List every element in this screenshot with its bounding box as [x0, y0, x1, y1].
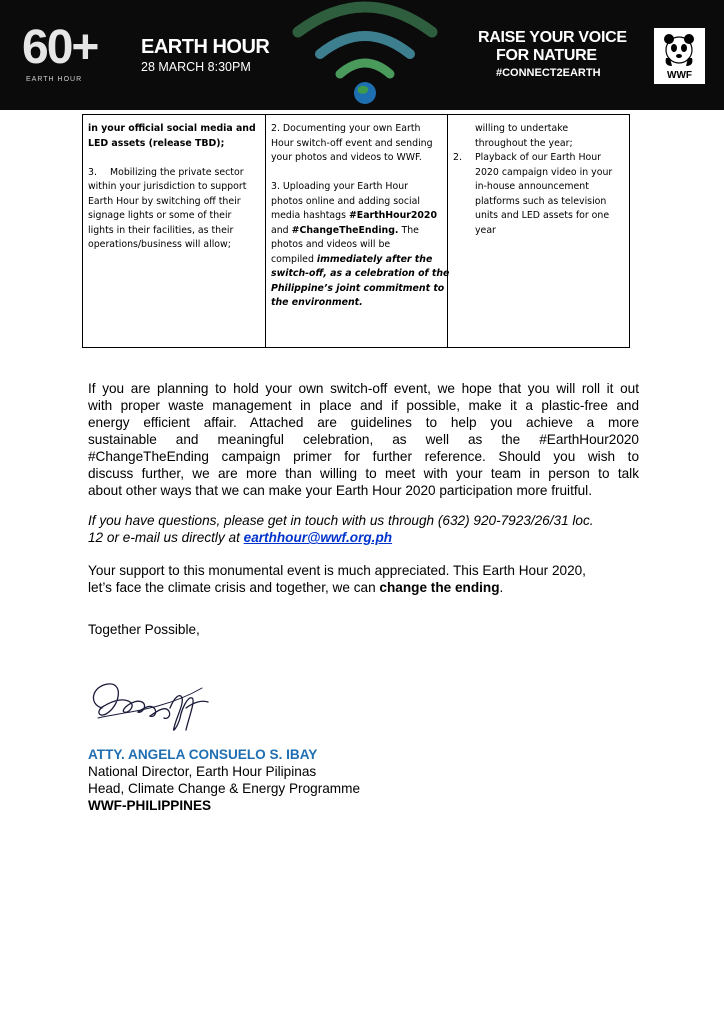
- paragraph-line: about other ways that we can make your Earth Hour 2020 participation more fruitful.: [88, 483, 592, 498]
- paragraph-line: energy efficient affair. Attached are guidelines to help you achieve a more: [88, 415, 639, 430]
- paragraph-line: If you have questions, please get in touch with us through (632) 920-7923/26/31 loc.: [88, 513, 594, 528]
- table-text: platforms such as television: [475, 195, 607, 207]
- header-banner: [0, 0, 724, 110]
- table-text: compiled: [271, 253, 317, 265]
- paragraph-line: Your support to this monumental event is much appreciated. This Earth Hour 2020,: [88, 563, 586, 578]
- table-text: in-house announcement: [475, 181, 589, 192]
- paragraph-line: discuss further, we are more than willing to meet with your team in person to talk: [88, 466, 639, 481]
- table-column-2: [265, 115, 450, 347]
- signatory-organization: WWF-PHILIPPINES: [88, 798, 212, 813]
- paragraph-line: sustainable and meaningful celebration, as well as the #EarthHour2020: [88, 432, 639, 447]
- table-line: [271, 224, 443, 239]
- paragraph-line: [88, 529, 594, 546]
- paragraph-switch-off-event: [88, 380, 639, 499]
- table-text: 2020 campaign video in your: [475, 166, 613, 178]
- table-text: 2. Documenting your own Earth: [271, 123, 421, 134]
- slogan-line-1: RAISE YOUR VOICE: [478, 29, 627, 46]
- table-text: units and LED assets for one: [475, 210, 610, 221]
- emphasis-text: Philippine’s joint commitment to: [271, 282, 445, 294]
- table-text: signage lights or some of their: [88, 210, 232, 221]
- table-text: willing to undertake: [475, 123, 569, 134]
- header-date: 28 MARCH 8:30PM: [141, 60, 251, 74]
- signatory-title-1: National Director, Earth Hour Pilipinas: [88, 764, 317, 779]
- table-text: Hour switch-off event and sending: [271, 137, 433, 149]
- table-line: [271, 209, 443, 224]
- paragraph-support: [88, 562, 586, 596]
- emphasis-change-the-ending: change the ending: [379, 580, 500, 595]
- support-text-end: .: [499, 580, 504, 595]
- table-column-1: [83, 115, 265, 347]
- logo-subtitle: EARTH HOUR: [26, 76, 83, 83]
- table-text: in your official social media and: [88, 123, 256, 134]
- action-items-table: [82, 114, 630, 348]
- table-text: throughout the year;: [475, 137, 573, 149]
- list-number: 3.: [88, 166, 97, 178]
- hashtag-changetheending: #ChangeTheEnding.: [291, 224, 399, 236]
- table-text: Earth Hour by switching off their: [88, 195, 241, 207]
- table-column-3: [447, 115, 629, 347]
- table-text: lights in their facilities, as their: [88, 224, 234, 236]
- table-line: [271, 253, 443, 268]
- table-text: The: [398, 224, 419, 236]
- paragraph-line: #ChangeTheEnding campaign primer for further reference. Should you wish to: [88, 449, 639, 464]
- wwf-label: WWF: [667, 70, 692, 81]
- table-text: and: [271, 224, 292, 236]
- handwritten-signature: [84, 668, 224, 736]
- table-text: Playback of our Earth Hour: [475, 152, 602, 163]
- list-item: [88, 166, 261, 181]
- signatory-title-2: Head, Climate Change & Energy Programme: [88, 781, 361, 796]
- table-text: media hashtags: [271, 210, 349, 221]
- panda-icon: [654, 28, 705, 68]
- table-text: your photos and videos to WWF.: [271, 152, 422, 163]
- wwf-logo: [654, 28, 705, 84]
- emphasis-text: switch-off, as a celebration of the: [271, 268, 450, 279]
- table-text: within your jurisdiction to support: [88, 181, 247, 192]
- slogan-line-2: FOR NATURE: [496, 47, 597, 64]
- list-number: 2.: [453, 152, 462, 163]
- table-text: operations/business will allow;: [88, 239, 231, 250]
- paragraph-line: [88, 579, 586, 596]
- paragraph-line: with proper waste management in place and if possible, make it a plastic-free and: [88, 398, 639, 413]
- table-text: 3. Uploading your Earth Hour: [271, 181, 409, 192]
- email-link[interactable]: earthhour@wwf.org.ph: [243, 530, 393, 545]
- earth-hour-60-logo: [22, 22, 112, 92]
- signatory-name: ATTY. ANGELA CONSUELO S. IBAY: [88, 747, 318, 762]
- table-text: Mobilizing the private sector: [110, 166, 244, 178]
- list-item: [453, 151, 625, 166]
- emphasis-text: the environment.: [271, 297, 363, 308]
- globe-wifi-icon: [290, 0, 440, 110]
- contact-text: 12 or e-mail us directly at: [88, 530, 244, 545]
- table-text: year: [475, 224, 496, 236]
- hashtag-earthhour2020: #EarthHour2020: [348, 210, 437, 221]
- logo-number: 60+: [22, 21, 98, 74]
- paragraph-line: If you are planning to hold your own switch-off event, we hope that you will roll it out: [88, 381, 639, 396]
- table-text: photos and videos will be: [271, 239, 391, 250]
- support-text: let’s face the climate crisis and together, we can: [88, 580, 380, 595]
- paragraph-contact: [88, 512, 594, 546]
- emphasis-text: immediately after the: [316, 253, 433, 265]
- header-title: EARTH HOUR: [141, 36, 270, 58]
- closing-salutation: Together Possible,: [88, 622, 200, 637]
- header-hashtag: #CONNECT2EARTH: [496, 67, 601, 79]
- table-text: photos online and adding social: [271, 195, 420, 207]
- table-text: LED assets (release TBD);: [88, 137, 225, 149]
